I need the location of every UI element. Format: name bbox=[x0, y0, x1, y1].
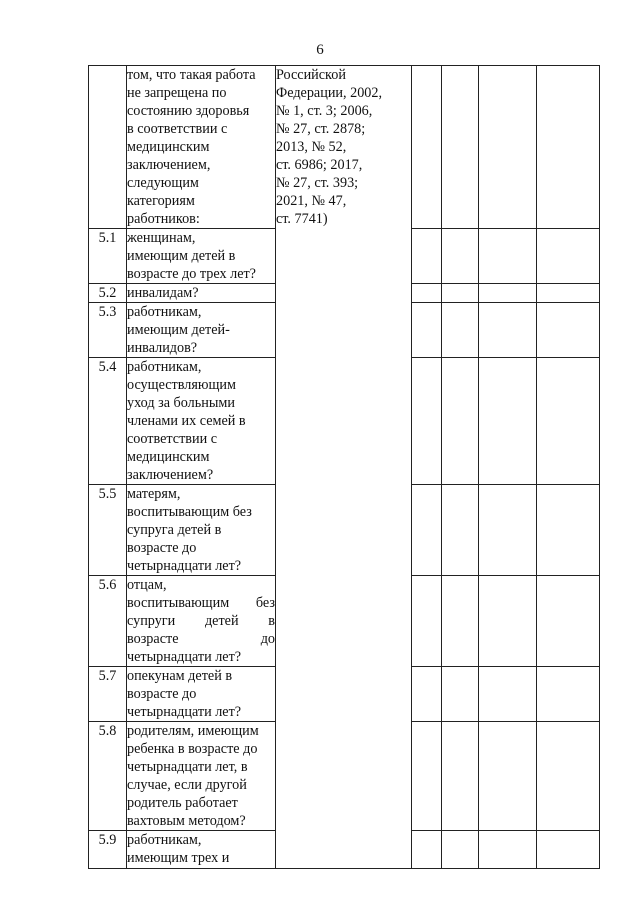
description-line: ребенка в возрасте до bbox=[127, 741, 258, 757]
answer-cell bbox=[442, 722, 479, 831]
description-line: матерям, bbox=[127, 486, 181, 502]
item-description bbox=[127, 358, 276, 485]
item-description bbox=[127, 722, 276, 831]
answer-cell bbox=[442, 303, 479, 358]
item-number: 5.3 bbox=[89, 303, 127, 358]
description-line: уход за больными bbox=[127, 395, 235, 411]
answer-cell bbox=[537, 229, 600, 284]
description-line: инвалидов? bbox=[127, 340, 198, 356]
answer-cell bbox=[412, 722, 442, 831]
item-description bbox=[127, 667, 276, 722]
item-number: 5.9 bbox=[89, 831, 127, 869]
description-line: супруга детей в bbox=[127, 522, 222, 538]
answer-cell bbox=[479, 485, 537, 576]
description-line: работникам, bbox=[127, 832, 202, 848]
item-description bbox=[127, 485, 276, 576]
answer-cell bbox=[412, 229, 442, 284]
answer-cell bbox=[537, 576, 600, 667]
description-line: работникам, bbox=[127, 304, 202, 320]
description-line: заключением? bbox=[127, 467, 214, 483]
answer-cell bbox=[412, 667, 442, 722]
description-line: категориям bbox=[127, 193, 195, 209]
description-line: том, что такая работа bbox=[127, 67, 256, 83]
description-line: четырнадцати лет? bbox=[127, 704, 242, 720]
answer-cell bbox=[537, 722, 600, 831]
answer-cell bbox=[442, 358, 479, 485]
answer-cell bbox=[442, 66, 479, 229]
description-line: четырнадцати лет, в bbox=[127, 759, 248, 775]
answer-cell bbox=[412, 831, 442, 869]
answer-cell bbox=[412, 485, 442, 576]
legal-reference-line: Российской bbox=[276, 67, 346, 83]
description-line: работников: bbox=[127, 211, 200, 227]
answer-cell bbox=[537, 667, 600, 722]
answer-cell bbox=[479, 576, 537, 667]
answer-cell bbox=[537, 284, 600, 303]
legal-reference bbox=[276, 66, 412, 869]
description-line: воспитывающим без bbox=[127, 504, 252, 520]
description-line: медицинским bbox=[127, 449, 210, 465]
item-number: 5.1 bbox=[89, 229, 127, 284]
item-description bbox=[127, 66, 276, 229]
item-description bbox=[127, 284, 276, 303]
description-line: состоянию здоровья bbox=[127, 103, 250, 119]
answer-cell bbox=[442, 667, 479, 722]
answer-cell bbox=[537, 358, 600, 485]
answer-cell bbox=[479, 229, 537, 284]
legal-reference-line: № 27, ст. 393; bbox=[276, 175, 359, 191]
description-line: инвалидам? bbox=[127, 285, 199, 301]
description-line: имеющим детей в bbox=[127, 248, 236, 264]
answer-cell bbox=[412, 66, 442, 229]
answer-cell bbox=[479, 831, 537, 869]
answer-cell bbox=[479, 722, 537, 831]
description-line: имеющим трех и bbox=[127, 850, 230, 866]
description-line: медицинским bbox=[127, 139, 210, 155]
answer-cell bbox=[412, 303, 442, 358]
item-description bbox=[127, 229, 276, 284]
description-line: родителям, имеющим bbox=[127, 723, 259, 739]
description-line: не запрещена по bbox=[127, 85, 227, 101]
answer-cell bbox=[442, 576, 479, 667]
description-line: четырнадцати лет? bbox=[127, 558, 242, 574]
legal-reference-line: Федерации, 2002, bbox=[276, 85, 383, 101]
description-line: четырнадцати лет? bbox=[127, 649, 242, 665]
answer-cell bbox=[479, 284, 537, 303]
checklist-table bbox=[88, 65, 600, 869]
answer-cell bbox=[442, 485, 479, 576]
description-line: вахтовым методом? bbox=[127, 813, 246, 829]
answer-cell bbox=[442, 284, 479, 303]
description-line: возрасте до bbox=[127, 686, 197, 702]
answer-cell bbox=[537, 303, 600, 358]
legal-reference-line: 2013, № 52, bbox=[276, 139, 347, 155]
answer-cell bbox=[479, 303, 537, 358]
table-row bbox=[89, 66, 600, 229]
item-description bbox=[127, 576, 276, 667]
legal-reference-line: № 27, ст. 2878; bbox=[276, 121, 366, 137]
description-line: случае, если другой bbox=[127, 777, 247, 793]
item-number: 5.7 bbox=[89, 667, 127, 722]
answer-cell bbox=[479, 66, 537, 229]
answer-cell bbox=[412, 358, 442, 485]
description-line: в соответствии с bbox=[127, 121, 228, 137]
description-line: имеющим детей- bbox=[127, 322, 230, 338]
description-line: осуществляющим bbox=[127, 377, 236, 393]
item-number: 5.8 bbox=[89, 722, 127, 831]
description-line: членами их семей в bbox=[127, 413, 246, 429]
description-line: отцам, bbox=[127, 577, 167, 593]
description-line: супруги детей в bbox=[127, 613, 275, 629]
legal-reference-line: ст. 7741) bbox=[276, 211, 328, 227]
description-line: родитель работает bbox=[127, 795, 238, 811]
answer-cell bbox=[537, 831, 600, 869]
description-line: воспитывающим без bbox=[127, 595, 275, 611]
description-line: соответствии с bbox=[127, 431, 218, 447]
description-line: следующим bbox=[127, 175, 199, 191]
description-line: возрасте до трех лет? bbox=[127, 266, 256, 282]
answer-cell bbox=[479, 358, 537, 485]
item-description bbox=[127, 831, 276, 869]
item-number: 5.6 bbox=[89, 576, 127, 667]
description-line: возрасте до bbox=[127, 540, 197, 556]
item-number: 5.4 bbox=[89, 358, 127, 485]
answer-cell bbox=[537, 485, 600, 576]
item-description bbox=[127, 303, 276, 358]
item-number: 5.5 bbox=[89, 485, 127, 576]
legal-reference-line: ст. 6986; 2017, bbox=[276, 157, 363, 173]
answer-cell bbox=[412, 284, 442, 303]
answer-cell bbox=[537, 66, 600, 229]
item-number bbox=[89, 66, 127, 229]
description-line: опекунам детей в bbox=[127, 668, 233, 684]
description-line: женщинам, bbox=[127, 230, 196, 246]
answer-cell bbox=[412, 576, 442, 667]
item-number: 5.2 bbox=[89, 284, 127, 303]
answer-cell bbox=[479, 667, 537, 722]
description-line: заключением, bbox=[127, 157, 211, 173]
answer-cell bbox=[442, 229, 479, 284]
description-line: работникам, bbox=[127, 359, 202, 375]
legal-reference-line: 2021, № 47, bbox=[276, 193, 347, 209]
description-line: возрасте до bbox=[127, 631, 275, 647]
page-number: 6 bbox=[316, 42, 324, 58]
legal-reference-line: № 1, ст. 3; 2006, bbox=[276, 103, 373, 119]
answer-cell bbox=[442, 831, 479, 869]
